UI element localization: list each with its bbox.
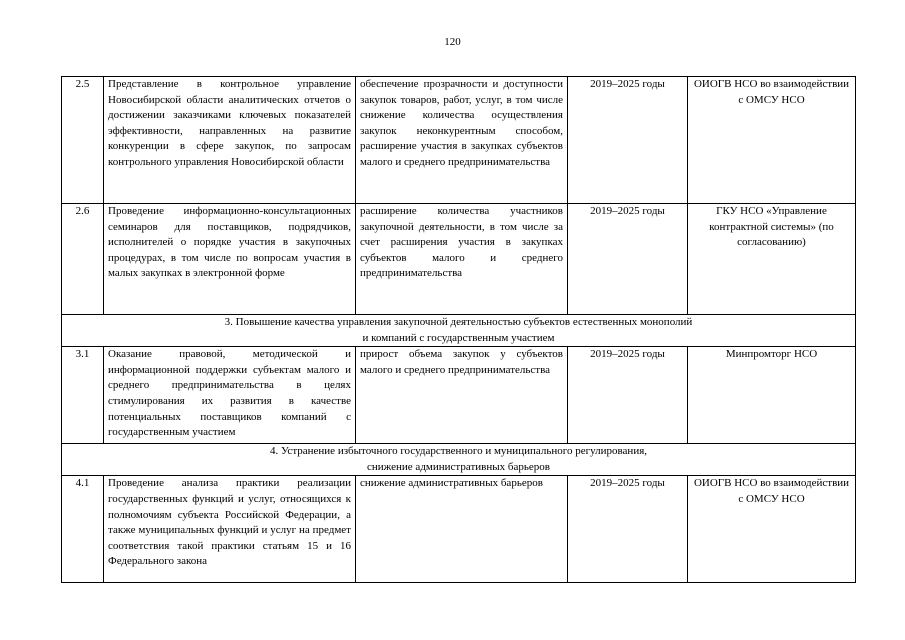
row-number: 4.1: [62, 476, 104, 583]
executor-cell: ГКУ НСО «Управление контрактной системы» (по согласованию): [688, 204, 856, 315]
table-row: [62, 77, 856, 204]
period-cell: 2019–2025 годы: [568, 77, 688, 204]
table-row: [62, 204, 856, 315]
section-heading-line: 4. Устранение избыточного государственного и муниципального регулирования,: [269, 445, 648, 458]
result-cell: расширение количества участников закупочной деятельности, в том числе за счет расширения участия в закупках субъектов малого и среднего предпринимательства: [356, 204, 568, 315]
result-cell: обеспечение прозрачности и доступности закупок товаров, работ, услуг, в том числе снижение количества осуществления закупок неконкурентным способом, расширение участия в закупках субъектов малого и среднего предпринимательства: [356, 77, 568, 204]
executor-cell: Минпромторг НСО: [688, 347, 856, 444]
section-heading: [62, 315, 856, 347]
section-header-row: [62, 444, 856, 476]
period-cell: 2019–2025 годы: [568, 476, 688, 583]
executor-cell: ОИОГВ НСО во взаимодействии с ОМСУ НСО: [688, 77, 856, 204]
period-cell: 2019–2025 годы: [568, 204, 688, 315]
result-cell: прирост объема закупок у субъектов малого и среднего предпринимательства: [356, 347, 568, 444]
executor-cell: ОИОГВ НСО во взаимодействии с ОМСУ НСО: [688, 476, 856, 583]
section-heading-line: 3. Повышение качества управления закупочной деятельностью субъектов естественных монополий: [224, 316, 693, 328]
row-number: 3.1: [62, 347, 104, 444]
row-number: 2.6: [62, 204, 104, 315]
page-number: 120: [444, 36, 461, 48]
table-row: [62, 476, 856, 583]
period-cell: 2019–2025 годы: [568, 347, 688, 444]
section-heading-line: и компаний с государственным участием: [362, 331, 555, 344]
result-cell: снижение административных барьеров: [356, 476, 568, 583]
action-cell: Оказание правовой, методической и информационной поддержки субъектам малого и среднего предпринимательства в целях стимулирования их развития в качестве потенциальных поставщиков компаний с государственным участием: [104, 347, 356, 444]
section-heading-line: снижение административных барьеров: [367, 460, 550, 473]
action-cell: Проведение анализа практики реализации государственных функций и услуг, относящихся к полномочиям субъекта Российской Федерации, а также муниципальных функций и услуг на предмет соответствия такой практики статьям 15 и 16 Федерального закона: [104, 476, 356, 583]
row-number: 2.5: [62, 77, 104, 204]
action-cell: Представление в контрольное управление Новосибирской области аналитических отчетов о достижении заказчиками ключевых показателей эффективности, направленных на развитие конкуренции в сфере закупок, по запросам контрольного управления Новосибирской области: [104, 77, 356, 204]
table-row: [62, 347, 856, 444]
measures-table: [61, 76, 856, 583]
action-cell: Проведение информационно-консультационных семинаров для поставщиков, подрядчиков, исполнителей о порядке участия в закупочных процедурах, в том числе по вопросам участия в малых закупках в электронной форме: [104, 204, 356, 315]
section-header-row: [62, 315, 856, 347]
section-heading: [62, 444, 856, 476]
